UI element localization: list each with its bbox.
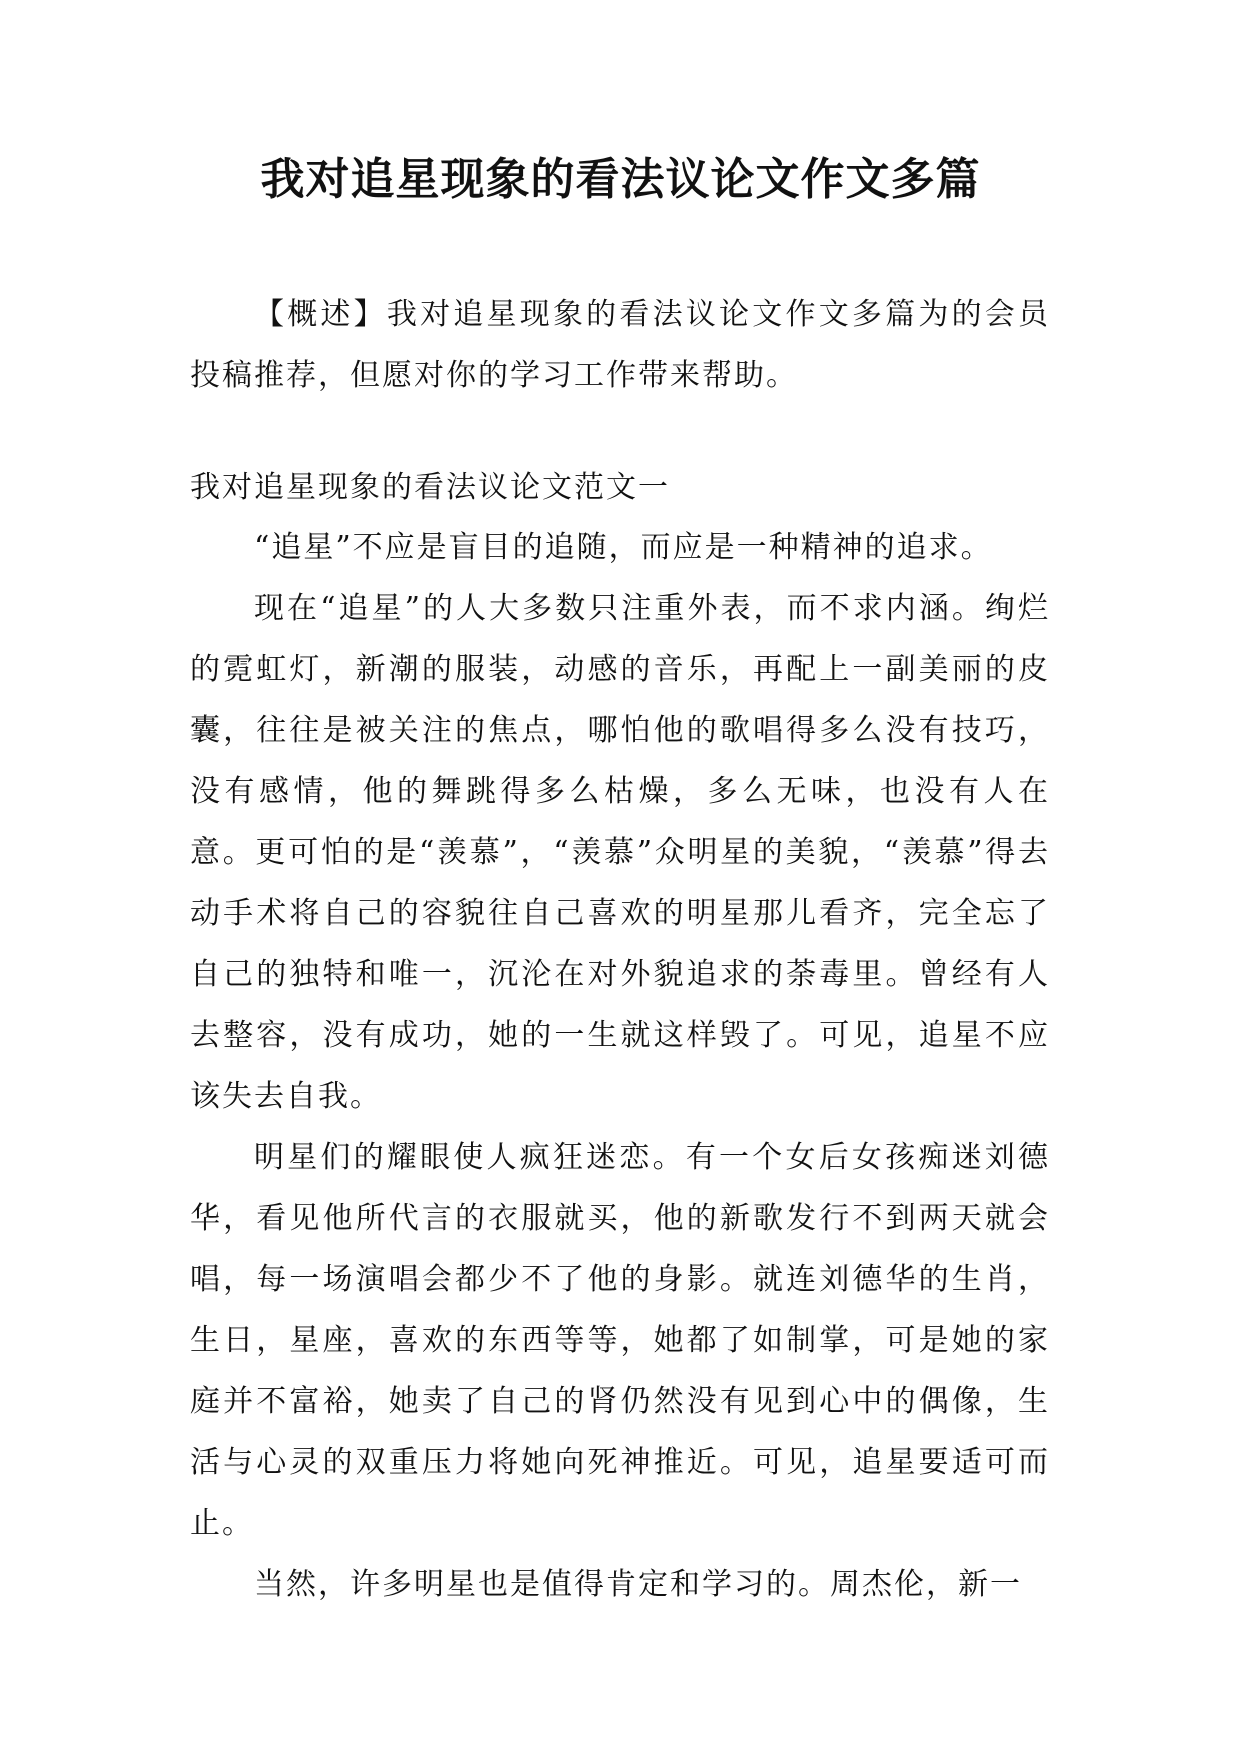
essay-paragraph: “追星”不应是盲目的追随，而应是一种精神的追求。 xyxy=(254,530,993,565)
essay-paragraph: 现在“追星”的人大多数只注重外表，而不求内涵。绚烂的霓虹灯，新潮的服装，动感的音乐，再配上一副美丽的皮囊，往往是被关注的焦点，哪怕他的歌唱得多么没有技巧，没有感情，他的舞跳得多么枯燥，多么无味，也没有人在意。更可怕的是“羡慕”，“羡慕”众明星的美貌，“羡慕”得去动手术将自己的容貌往自己喜欢的明星那儿看齐，完全忘了自己的独特和唯一，沉沦在对外貌追求的荼毒里。曾经有人去整容，没有成功，她的一生就这样毁了。可见，追星不应该失去自我。 xyxy=(190,591,1050,1114)
section-heading: 我对追星现象的看法议论文范文一 xyxy=(190,470,670,505)
essay-paragraph: 明星们的耀眼使人疯狂迷恋。有一个女后女孩痴迷刘德华，看见他所代言的衣服就买，他的新歌发行不到两天就会唱，每一场演唱会都少不了他的身影。就连刘德华的生肖，生日，星座，喜欢的东西等等，她都了如制掌，可是她的家庭并不富裕，她卖了自己的肾仍然没有见到心中的偶像，生活与心灵的双重压力将她向死神推近。可见，追星要适可而止。 xyxy=(190,1140,1050,1541)
essay-body xyxy=(190,517,1050,1615)
document-title: 我对追星现象的看法议论文作文多篇 xyxy=(260,154,981,205)
essay-paragraph: 当然，许多明星也是值得肯定和学习的。周杰伦，新一 xyxy=(254,1567,1022,1602)
summary-paragraph: 【概述】我对追星现象的看法议论文作文多篇为的会员投稿推荐，但愿对你的学习工作带来帮助。 xyxy=(190,297,1050,393)
